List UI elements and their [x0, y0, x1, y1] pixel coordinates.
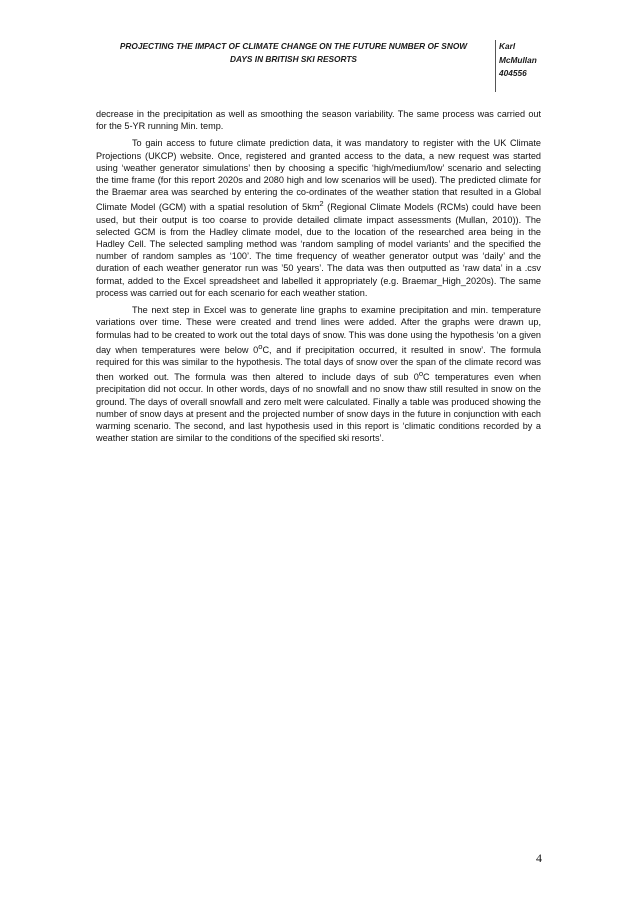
- paragraph-3-text-b: C, and if precipitation occurred, it resulted in snow’. The formula required for this was similar to the hypothesis. The total days of snow over the span of the climate record was then worked out. The formula was then altered to include days of sub 0: [96, 344, 541, 383]
- paragraph-2-text-b: (Regional Climate Models (RCMs) could have been used, but their output is too coarse to provide detailed climate impact assessments (Mullan, 2010)). The selected GCM is from the Hadley climate model, due to the location of the researched area being in the Hadley Cell. The selected sampling method was ‘random sampling of model variants’ and the specified the number of random samples as ‘100’. The time frequency of weather generator output was ‘daily’ and the duration of each weather generator run was ’50 years’. The data was then outputted as ‘raw data’ in a .csv format, added to the Excel spreadsheet and labelled it appropriately (e.g. Braemar_High_2020s). The same process was carried out for each scenario for each weather station.: [96, 202, 541, 298]
- paragraph-3-text-a: The next step in Excel was to generate line graphs to examine precipitation and min. temperature variations over time. These were created and trend lines were added. After the graphs were drawn up, formulas had to be created to work out the total days of snow. This was done using the hypothesis ‘on a given day when temperatures were below 0: [96, 305, 541, 355]
- paragraph-2: [96, 137, 541, 299]
- author-last-name: McMullan: [499, 54, 537, 65]
- paragraph-1: [96, 108, 541, 132]
- page-number: 4: [536, 851, 542, 865]
- degree-superscript-2: o: [418, 369, 424, 379]
- paragraph-3-text-c: C temperatures even when precipitation did not occur. In other words, days of no snowfall and no snow thaw still resulted in snow on the ground. The days of overall snowfall and zero melt were calculated. Finally a table was produced showing the number of snow days at present and the projected number of snow days in the future in conjunction with each warming scenario. The second, and last hypothesis used in this report is ‘climatic conditions recorded by a weather station are similar to the conditions of the specified ski resorts’.: [96, 372, 541, 444]
- paragraph-3: [96, 304, 541, 444]
- header-title: [96, 40, 491, 66]
- header-title-line-1: PROJECTING THE IMPACT OF CLIMATE CHANGE ON THE FUTURE NUMBER OF SNOW: [119, 41, 468, 51]
- degree-superscript-1: o: [258, 341, 263, 351]
- paragraph-2-text-a: To gain access to future climate prediction data, it was mandatory to register with the UK Climate Projections (UKCP) website. Once, registered and granted access to the data, a new request was started using ‘weather generator simulations’ then by choosing a specific ‘high/medium/low’ scenario and selecting the time frame (for this report 2020s and 2080 high and low scenarios will be used). The predicted climate for the Braemar area was searched by entering the co-ordinates of the weather station that resulted in a Global Climate Model (GCM) with a spatial resolution of 5km: [96, 138, 541, 213]
- author-id: 404556: [499, 68, 527, 78]
- header-divider: [495, 40, 496, 92]
- body-text: [96, 108, 541, 449]
- header-title-line-2: DAYS IN BRITISH SKI RESORTS: [230, 54, 357, 64]
- paragraph-1-text: decrease in the precipitation as well as smoothing the season variability. The same process was carried out for the 5-YR running Min. temp.: [96, 109, 541, 132]
- header-author: [499, 40, 545, 81]
- page-header: [96, 40, 541, 92]
- superscript-2: 2: [319, 199, 324, 209]
- author-first-name: Karl: [499, 41, 516, 51]
